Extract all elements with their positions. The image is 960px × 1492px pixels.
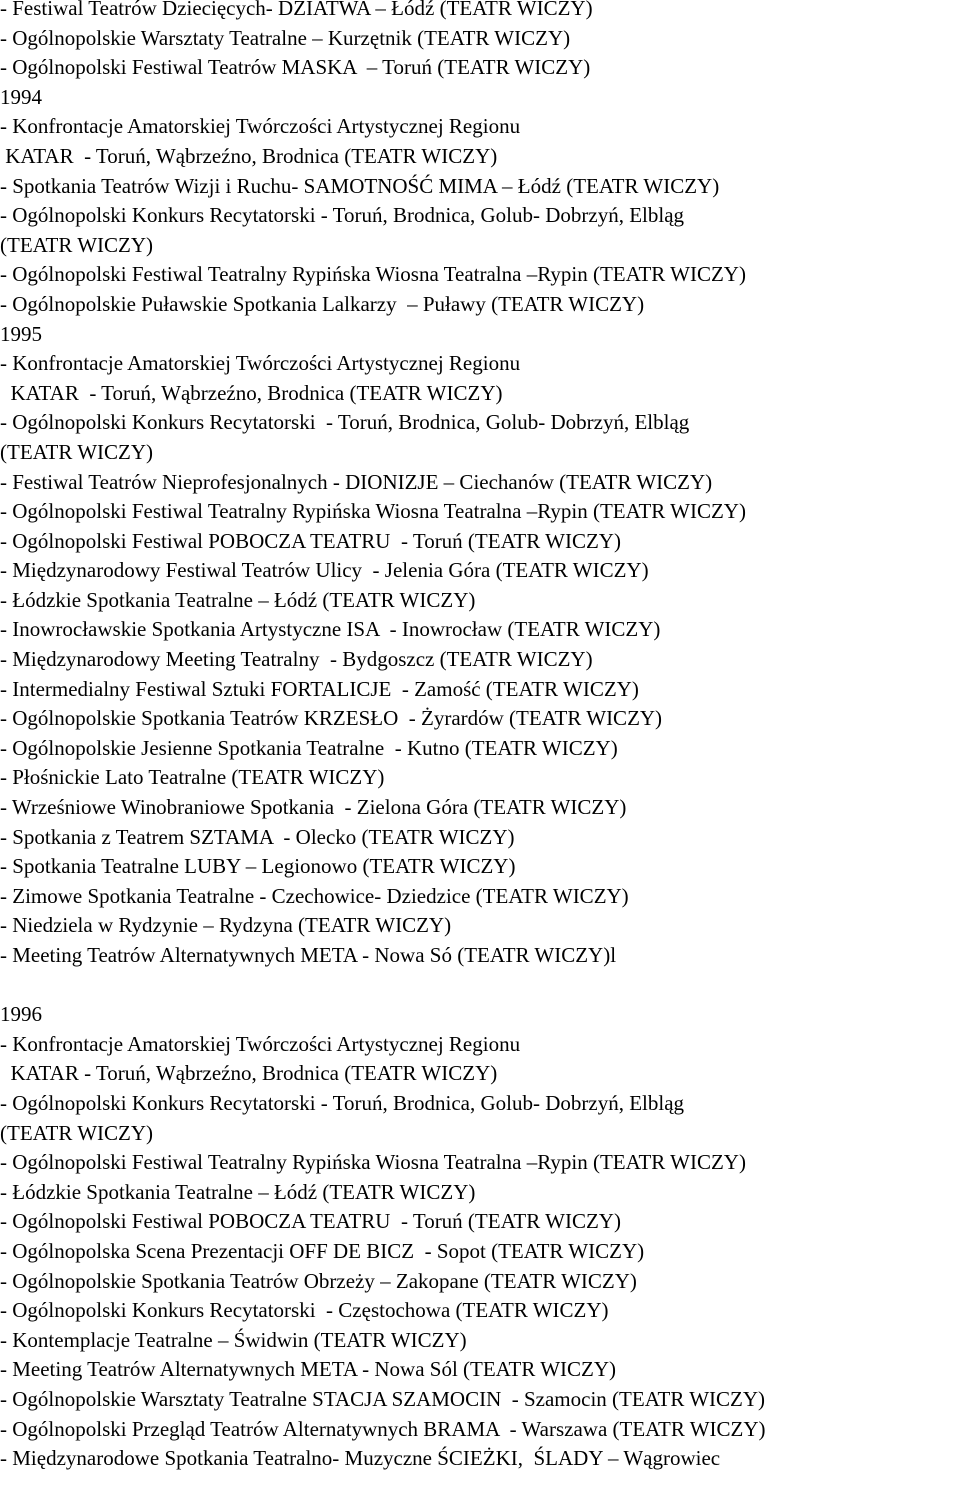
festival-list-item: - Ogólnopolski Festiwal Teatralny Rypińska Wiosna Teatralna –Rypin (TEATR WICZY) <box>0 499 746 524</box>
festival-list-item: - Ogólnopolskie Puławskie Spotkania Lalkarzy – Puławy (TEATR WICZY) <box>0 291 645 316</box>
festival-list-item: - Spotkania z Teatrem SZTAMA - Olecko (TEATR WICZY) <box>0 824 515 849</box>
festival-list-item: - Ogólnopolski Konkurs Recytatorski - Toruń, Brodnica, Golub- Dobrzyń, Elbląg <box>0 203 685 228</box>
festival-list-item: KATAR - Toruń, Wąbrzeźno, Brodnica (TEATR WICZY) <box>0 1061 498 1086</box>
festival-list-item: KATAR - Toruń, Wąbrzeźno, Brodnica (TEATR WICZY) <box>0 143 498 168</box>
festival-list-item: - Łódzkie Spotkania Teatralne – Łódź (TEATR WICZY) <box>0 587 476 612</box>
festival-list-item: - Ogólnopolskie Spotkania Teatrów Obrzeży – Zakopane (TEATR WICZY) <box>0 1268 637 1293</box>
festival-list-item: - Międzynarodowy Meeting Teatralny - Bydgoszcz (TEATR WICZY) <box>0 647 593 672</box>
festival-list-item: - Ogólnopolski Festiwal POBOCZA TEATRU - Toruń (TEATR WICZY) <box>0 528 621 553</box>
festival-list-item: (TEATR WICZY) <box>0 232 153 257</box>
festival-list-item: - Łódzkie Spotkania Teatralne – Łódź (TEATR WICZY) <box>0 1179 476 1204</box>
festival-list-item: - Festiwal Teatrów Dziecięcych- DZIATWA – Łódź (TEATR WICZY) <box>0 0 593 20</box>
festival-list-item: - Kontemplacje Teatralne – Świdwin (TEATR WICZY) <box>0 1327 467 1352</box>
festival-list-item: - Konfrontacje Amatorskiej Twórczości Artystycznej Regionu <box>0 114 521 139</box>
festival-list-item: - Ogólnopolskie Warsztaty Teatralne – Kurzętnik (TEATR WICZY) <box>0 25 571 50</box>
blank-line <box>0 971 960 1001</box>
festival-list-item: (TEATR WICZY) <box>0 1120 153 1145</box>
festival-list-item: - Konfrontacje Amatorskiej Twórczości Artystycznej Regionu <box>0 351 521 376</box>
festival-list-item: - Międzynarodowy Festiwal Teatrów Ulicy - Jelenia Góra (TEATR WICZY) <box>0 558 649 583</box>
festival-list-item: - Niedziela w Rydzynie – Rydzyna (TEATR WICZY) <box>0 913 452 938</box>
festival-list-item: - Konfrontacje Amatorskiej Twórczości Artystycznej Regionu <box>0 1031 521 1056</box>
festival-list-item: - Spotkania Teatrów Wizji i Ruchu- SAMOTNOŚĆ MIMA – Łódź (TEATR WICZY) <box>0 173 720 198</box>
festival-list-item: - Meeting Teatrów Alternatywnych META - Nowa Só (TEATR WICZY)l <box>0 943 617 967</box>
festival-list-item: - Ogólnopolski Festiwal Teatralny Rypińska Wiosna Teatralna –Rypin (TEATR WICZY) <box>0 262 746 287</box>
year-heading: 1994 <box>0 84 42 109</box>
festival-list-item: - Ogólnopolski Konkurs Recytatorski - Toruń, Brodnica, Golub- Dobrzyń, Elbląg <box>0 1090 685 1115</box>
year-heading: 1995 <box>0 321 42 346</box>
festival-list-item: - Ogólnopolskie Warsztaty Teatralne STACJA SZAMOCIN - Szamocin (TEATR WICZY) <box>0 1386 766 1411</box>
festival-list-item: - Ogólnopolski Przegląd Teatrów Alternatywnych BRAMA - Warszawa (TEATR WICZY) <box>0 1416 766 1441</box>
festival-list-item: - Ogólnopolski Festiwal POBOCZA TEATRU - Toruń (TEATR WICZY) <box>0 1209 621 1234</box>
festival-list-item: - Ogólnopolskie Spotkania Teatrów KRZESŁO - Żyrardów (TEATR WICZY) <box>0 706 663 731</box>
festival-list-item: - Ogólnopolski Konkurs Recytatorski - Częstochowa (TEATR WICZY) <box>0 1298 609 1323</box>
festival-list-item: - Międzynarodowe Spotkania Teatralno- Muzyczne ŚCIEŻKI, ŚLADY – Wągrowiec <box>0 1446 721 1471</box>
festival-list-item: - Ogólnopolski Festiwal Teatrów MASKA – Toruń (TEATR WICZY) <box>0 55 591 80</box>
festival-list-item: - Ogólnopolska Scena Prezentacji OFF DE BICZ - Sopot (TEATR WICZY) <box>0 1238 645 1263</box>
festival-list-item: - Spotkania Teatralne LUBY – Legionowo (TEATR WICZY) <box>0 854 516 879</box>
festival-list-item: - Zimowe Spotkania Teatralne - Czechowice- Dziedzice (TEATR WICZY) <box>0 883 629 908</box>
festival-list-item: (TEATR WICZY) <box>0 439 153 464</box>
festival-list-item: - Wrześniowe Winobraniowe Spotkania - Zielona Góra (TEATR WICZY) <box>0 795 627 820</box>
festival-list-item: - Intermedialny Festiwal Sztuki FORTALICJE - Zamość (TEATR WICZY) <box>0 676 639 701</box>
festival-list-item: - Inowrocławskie Spotkania Artystyczne ISA - Inowrocław (TEATR WICZY) <box>0 617 661 642</box>
festival-list-item: - Ogólnopolski Festiwal Teatralny Rypińska Wiosna Teatralna –Rypin (TEATR WICZY) <box>0 1150 746 1175</box>
festival-list-item: - Płośnickie Lato Teatralne (TEATR WICZY) <box>0 765 385 790</box>
festival-list-item: - Meeting Teatrów Alternatywnych META - Nowa Sól (TEATR WICZY) <box>0 1357 617 1382</box>
festival-list-item: - Festiwal Teatrów Nieprofesjonalnych - DIONIZJE – Ciechanów (TEATR WICZY) <box>0 469 713 494</box>
festival-list-item: - Ogólnopolski Konkurs Recytatorski - Toruń, Brodnica, Golub- Dobrzyń, Elbląg <box>0 410 690 435</box>
festival-list-item: KATAR - Toruń, Wąbrzeźno, Brodnica (TEATR WICZY) <box>0 380 503 405</box>
year-heading: 1996 <box>0 1002 42 1027</box>
festival-list-item: - Ogólnopolskie Jesienne Spotkania Teatralne - Kutno (TEATR WICZY) <box>0 735 618 760</box>
